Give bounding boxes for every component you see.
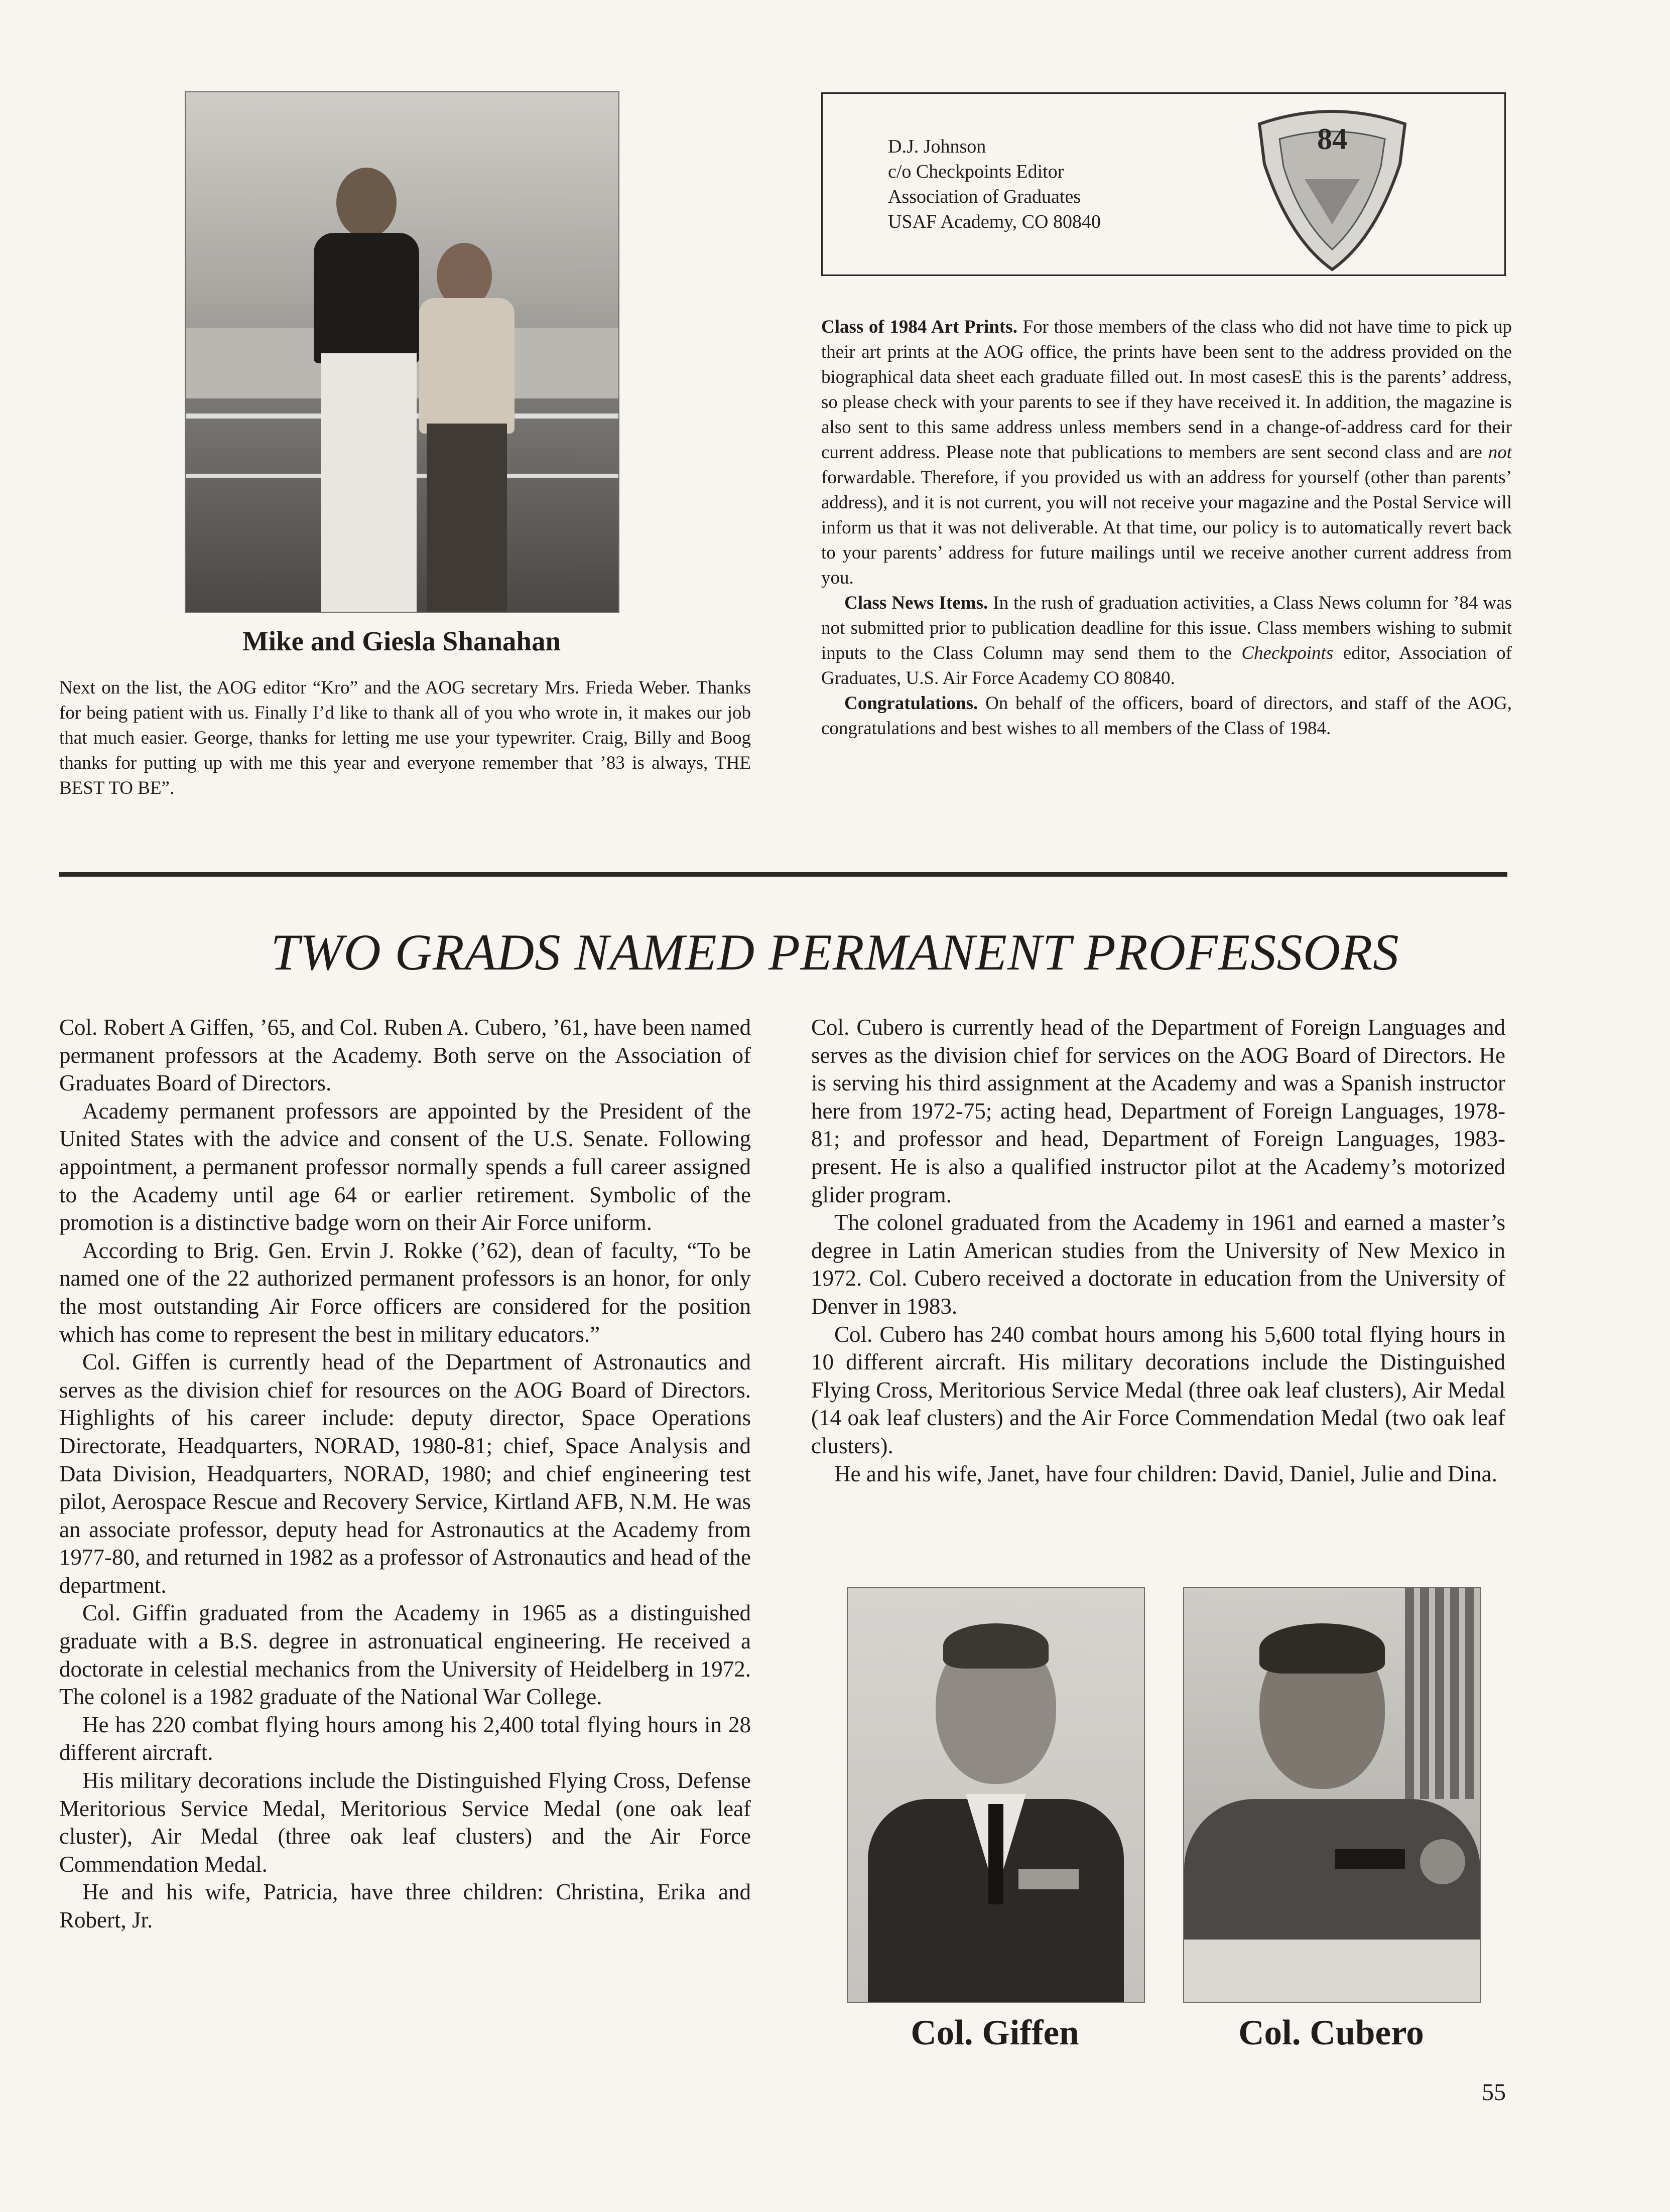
article-right-column <box>811 1014 1505 1488</box>
art-prints-text-2: forwardable. Therefore, if you provided us with an address for yourself (other than parents’ address), and it is not current, you will not receive your magazine and the Postal Service will inform us that it was not deliverable. At that time, our policy is to automatically revert back to your parents’ address for future mailings until we receive another current address from you. <box>821 467 1512 588</box>
closing-paragraph: Next on the list, the AOG editor “Kro” and the AOG secretary Mrs. Frieda Weber. Thanks for being patient with us. Finally I’d like to thank all of you who wrote in, it makes our job that much easier. George, thanks for letting me use your typewriter. Craig, Billy and Boog thanks for putting up with me this year and everyone remember that ’83 is always, THE BEST TO BE”. <box>59 677 751 798</box>
address-line-1: D.J. Johnson <box>888 136 986 157</box>
class-news-notice <box>821 591 1512 691</box>
article-paragraph: Academy permanent professors are appointed by the President of the United States with the advice and consent of the U.S. Senate. Following appointment, a permanent professor normally spends a full career assigned to the Academy until age 64 or earlier retirement. Symbolic of the promotion is a distinctive badge worn on their Air Force uniform. <box>59 1098 751 1235</box>
article-paragraph: He and his wife, Patricia, have three children: Christina, Erika and Robert, Jr. <box>59 1879 751 1932</box>
congratulations-text: On behalf of the officers, board of directors, and staff of the AOG, congratulations and best wishes to all members of the Class of 1984. <box>821 693 1512 739</box>
article-paragraph: Col. Giffen is currently head of the Department of Astronautics and serves as the division chief for resources on the AOG Board of Directors. Highlights of his career include: deputy director, Space Operations Directorate, Headquarters, NORAD, 1980-81; chief, Space Analysis and Data Division, Headquarters, NORAD, 1980; and chief engineering test pilot, Aerospace Rescue and Recovery Service, Kirtland AFB, N.M. He was an associate professor, deputy head for Astronautics at the Academy from 1977-80, and returned in 1982 as a professor of Astronautics and head of the department. <box>59 1349 751 1598</box>
article-paragraph: Col. Robert A Giffen, ’65, and Col. Ruben A. Cubero, ’61, have been named permanent professors at the Academy. Both serve on the Association of Graduates Board of Directors. <box>59 1015 751 1096</box>
cubero-portrait <box>1183 1587 1481 2003</box>
article-paragraph: His military decorations include the Distinguished Flying Cross, Defense Meritorious Service Medal, Meritorious Service Medal (one oak leaf cluster), Air Medal (three oak leaf clusters) and the Air Force Commendation Medal. <box>59 1768 751 1877</box>
couple-caption: Mike and Giesla Shanahan <box>242 626 561 656</box>
class-news-emphasis: Checkpoints <box>1241 643 1334 663</box>
article-paragraph: Col. Giffin graduated from the Academy in 1965 as a distinguished graduate with a B.S. degree in astronuatical engineering. He received a doctorate in celestial mechanics from the University of Heidelberg in 1972. The colonel is a 1982 graduate of the National War College. <box>59 1600 751 1710</box>
section-divider <box>59 872 1507 877</box>
art-prints-heading: Class of 1984 Art Prints. <box>821 317 1017 337</box>
article-paragraph: The colonel graduated from the Academy in 1961 and earned a master’s degree in Latin American studies from the University of New Mexico in 1972. Col. Cubero received a doctorate in education from the University of Denver in 1983. <box>811 1210 1505 1319</box>
article-paragraph: He has 220 combat flying hours among his 2,400 total flying hours in 28 different aircraft. <box>59 1712 751 1765</box>
crest-label: 84 <box>1317 122 1347 156</box>
art-prints-notice <box>821 315 1512 591</box>
congratulations-heading: Congratulations. <box>844 693 978 714</box>
giffen-portrait <box>847 1587 1145 2003</box>
address-line-2: c/o Checkpoints Editor <box>888 161 1064 182</box>
address-line-3: Association of Graduates <box>888 186 1081 207</box>
article-paragraph: Col. Cubero has 240 combat hours among his 5,600 total flying hours in 10 different aircraft. His military decorations include the Distinguished Flying Cross, Meritorious Service Medal (three oak leaf clusters), Air Medal (14 oak leaf clusters) and the Air Force Commendation Medal (two oak leaf clusters). <box>811 1321 1505 1458</box>
couple-photo <box>185 91 619 613</box>
class-news-heading: Class News Items. <box>844 593 988 613</box>
article-paragraph: He and his wife, Janet, have four children: David, Daniel, Julie and Dina. <box>834 1461 1497 1486</box>
class-news-text-2: editor, Association of Graduates, U.S. Air Force Academy CO 80840. <box>821 643 1512 688</box>
page-number: 55 <box>1482 2079 1506 2106</box>
article-left-column <box>59 1014 751 1934</box>
address-box <box>821 92 1506 276</box>
class-news-text-1: In the rush of graduation activities, a Class News column for ’84 was not submitted prior to publication deadline for this issue. Class members wishing to submit inputs to the Class Column may send them to the <box>821 593 1512 663</box>
art-prints-emphasis: not <box>1488 442 1512 463</box>
art-prints-text-1: For those members of the class who did not have time to pick up their art prints at the AOG office, the prints have been sent to the address provided on the biographical data sheet each graduate filled out. In most casesE this is the parents’ address, so please check with your parents to see if they have received it. In addition, the magazine is also sent to this same address unless members send in a change-of-address card for their current address. Please note that publications to members are sent second class and are <box>821 317 1512 463</box>
giffen-caption: Col. Giffen <box>911 2013 1079 2052</box>
address-line-4: USAF Academy, CO 80840 <box>888 211 1101 232</box>
class-crest-icon <box>1249 104 1415 274</box>
cubero-caption: Col. Cubero <box>1238 2013 1424 2052</box>
article-paragraph: Col. Cubero is currently head of the Department of Foreign Languages and serves as the division chief for services on the AOG Board of Directors. He is serving his third assignment at the Academy and was a Spanish instructor here from 1972-75; acting head, Department of Foreign Languages, 1978-81; and professor and head, Department of Foreign Languages, 1983-present. He is also a qualified instructor pilot at the Academy’s motorized glider program. <box>811 1015 1505 1207</box>
notices-column <box>821 315 1512 741</box>
article-headline: TWO GRADS NAMED PERMANENT PROFESSORS <box>271 924 1399 981</box>
congratulations-notice <box>821 691 1512 741</box>
article-paragraph: According to Brig. Gen. Ervin J. Rokke (’62), dean of faculty, “To be named one of the 22 authorized permanent professors is an honor, for only the most outstanding Air Force officers are considered for the position which has come to represent the best in military educators.” <box>59 1237 751 1347</box>
